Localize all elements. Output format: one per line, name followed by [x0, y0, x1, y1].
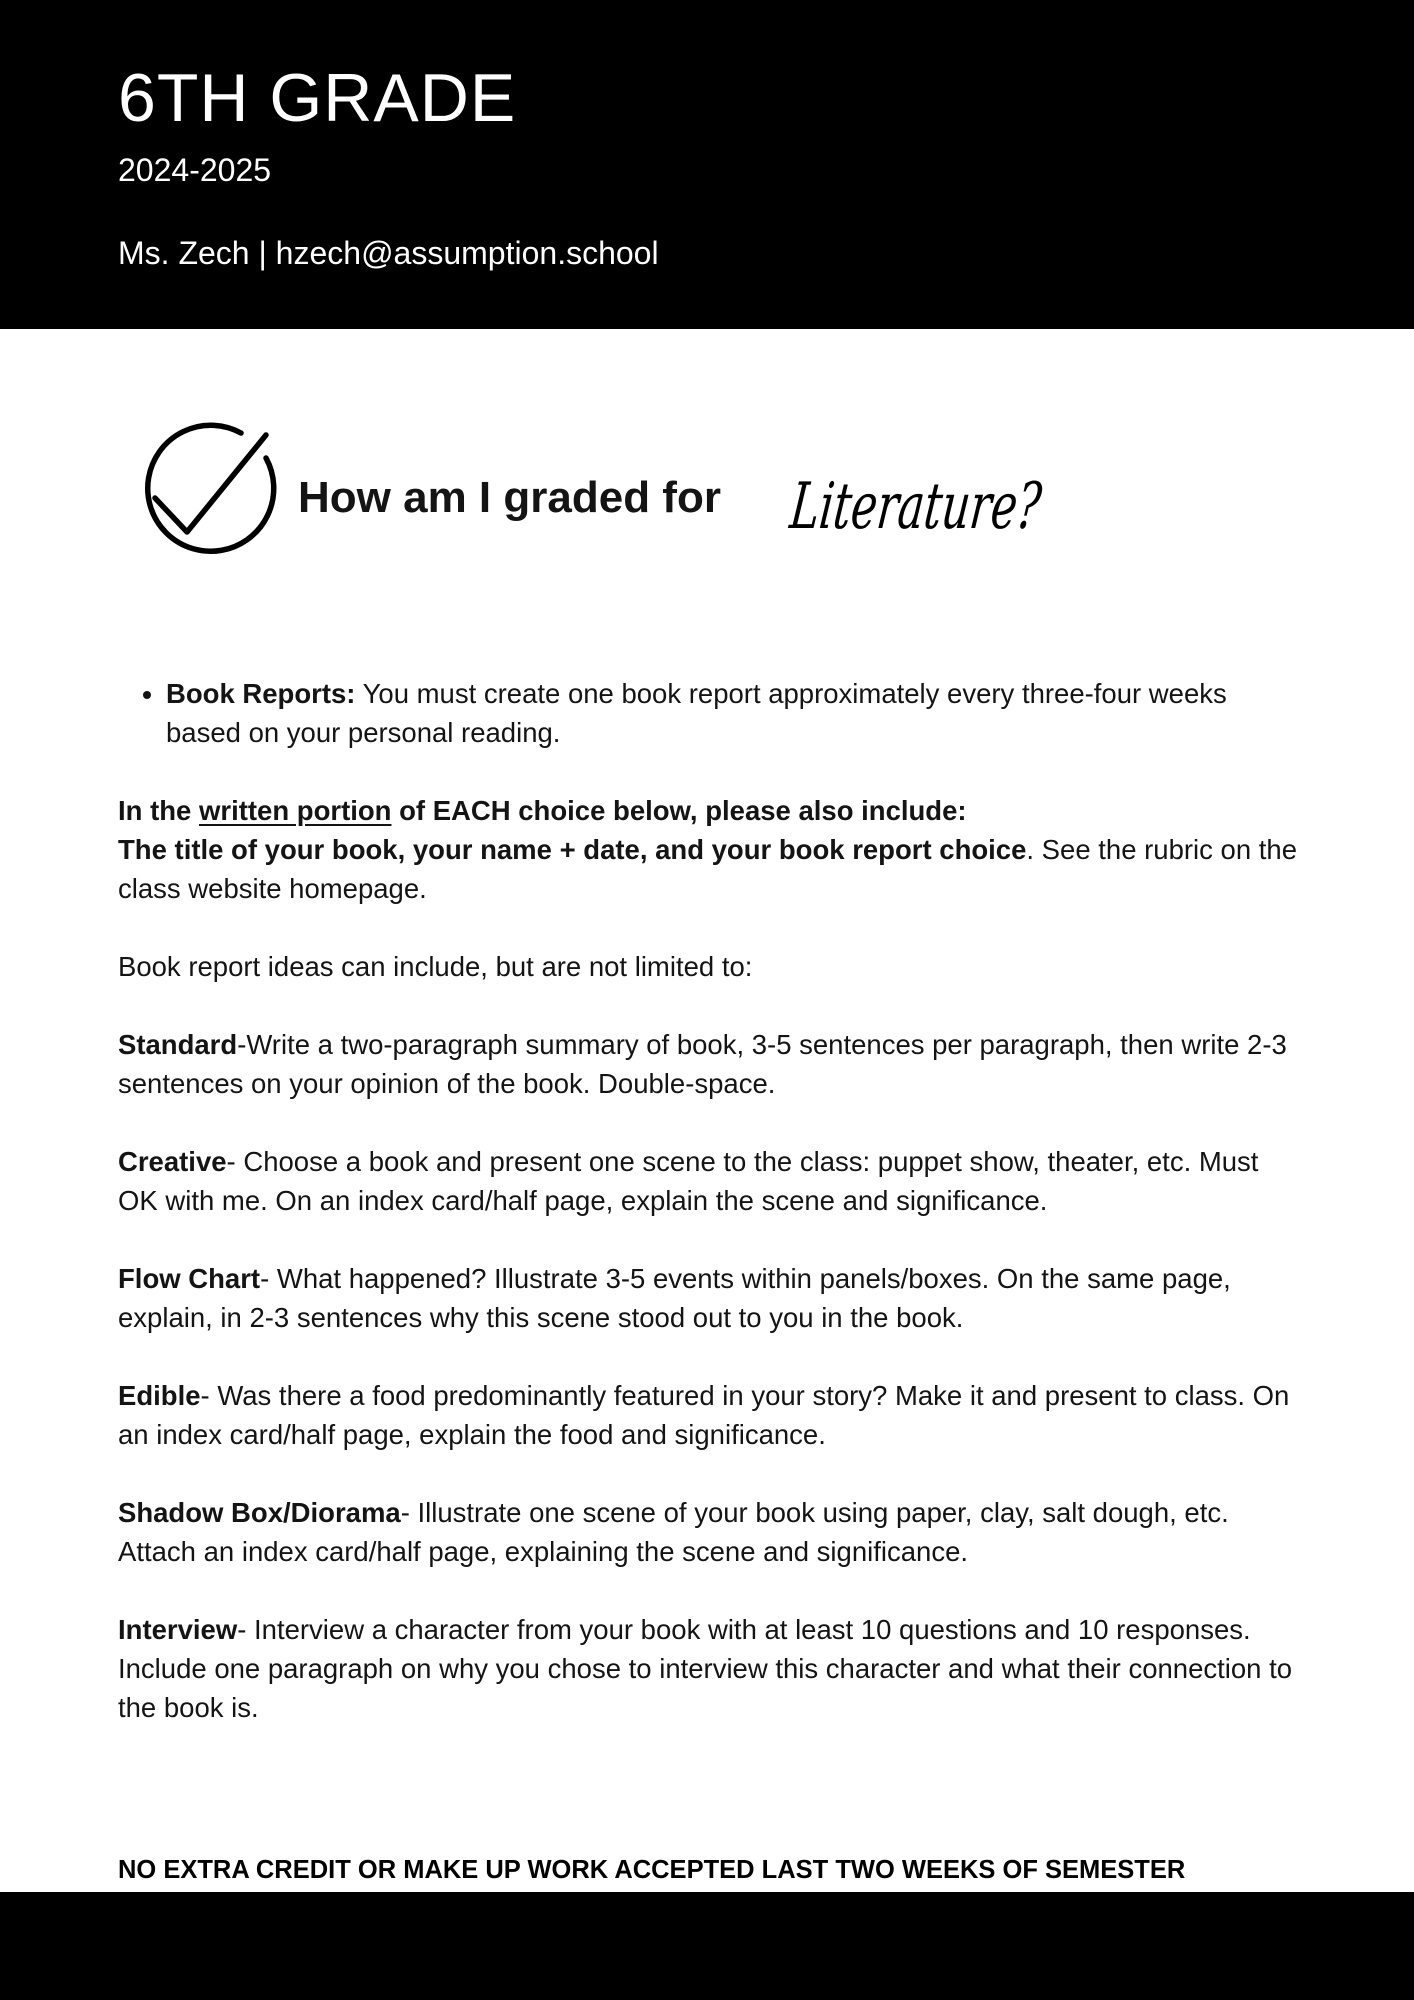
choice-name: Creative: [118, 1146, 227, 1177]
choice-name: Flow Chart: [118, 1263, 261, 1294]
list-item: [166, 674, 1298, 752]
choice-creative: [118, 1142, 1298, 1220]
script-word-text: Literature?: [786, 469, 1160, 544]
book-reports-text: You must create one book report approximately every three-four weeks based on your personal reading.: [166, 678, 1227, 748]
instructions-bold-line: The title of your book, your name + date, and your book report choice: [118, 834, 1027, 865]
policy-notice: NO EXTRA CREDIT OR MAKE UP WORK ACCEPTED LAST TWO WEEKS OF SEMESTER: [118, 1856, 1186, 1884]
teacher-contact: Ms. Zech | hzech@assumption.school: [118, 235, 659, 271]
script-heading-word: [786, 438, 1160, 568]
choice-description: -Write a two-paragraph summary of book, 3-5 sentences per paragraph, then write 2-3 sentences on your opinion of the book. Double-space.: [118, 1029, 1287, 1099]
choice-description: - What happened? Illustrate 3-5 events within panels/boxes. On the same page, explain, in 2-3 sentences why this scene stood out to you in the book.: [118, 1263, 1231, 1333]
book-reports-label: Book Reports:: [166, 678, 356, 709]
choice-shadow-box: [118, 1493, 1298, 1571]
choice-interview: [118, 1610, 1298, 1727]
school-year: 2024-2025: [118, 152, 272, 188]
check-circle-icon: [110, 428, 270, 568]
main-content: [118, 674, 1298, 1766]
choice-edible: [118, 1376, 1298, 1454]
choice-name: Shadow Box/Diorama: [118, 1497, 401, 1528]
choice-description: - Choose a book and present one scene to the class: puppet show, theater, etc. Must OK with me. On an index card/half page, explain the scene and significance.: [118, 1146, 1259, 1216]
grade-title: 6TH GRADE: [118, 60, 517, 136]
written-portion-text: written portion: [198, 795, 392, 826]
choice-description: - Interview a character from your book with at least 10 questions and 10 responses. Include one paragraph on why you chose to interview this character and what their connection to the book is.: [118, 1614, 1293, 1723]
choice-name: Edible: [118, 1380, 201, 1411]
ideas-intro: Book report ideas can include, but are not limited to:: [118, 951, 753, 982]
instructions-part1: In the: [118, 795, 199, 826]
choice-standard: [118, 1025, 1298, 1103]
book-reports-list: [118, 674, 1298, 752]
instructions-paragraph: [118, 791, 1298, 908]
choice-flow-chart: [118, 1259, 1298, 1337]
choice-name: Interview: [118, 1614, 238, 1645]
footer-bar: [0, 1892, 1414, 2000]
choice-description: - Illustrate one scene of your book using paper, clay, salt dough, etc. Attach an index card/half page, explaining the scene and significance.: [118, 1497, 1229, 1567]
page-heading: How am I graded for: [298, 473, 721, 522]
choice-name: Standard: [118, 1029, 238, 1060]
instructions-part2: of EACH choice below, please also include:: [391, 795, 967, 826]
choice-description: - Was there a food predominantly featured in your story? Make it and present to class. On an index card/half page, explain the food and significance.: [118, 1380, 1290, 1450]
instructions-rest: . See the rubric on the class website homepage.: [118, 834, 1297, 904]
header-banner: [0, 0, 1414, 329]
